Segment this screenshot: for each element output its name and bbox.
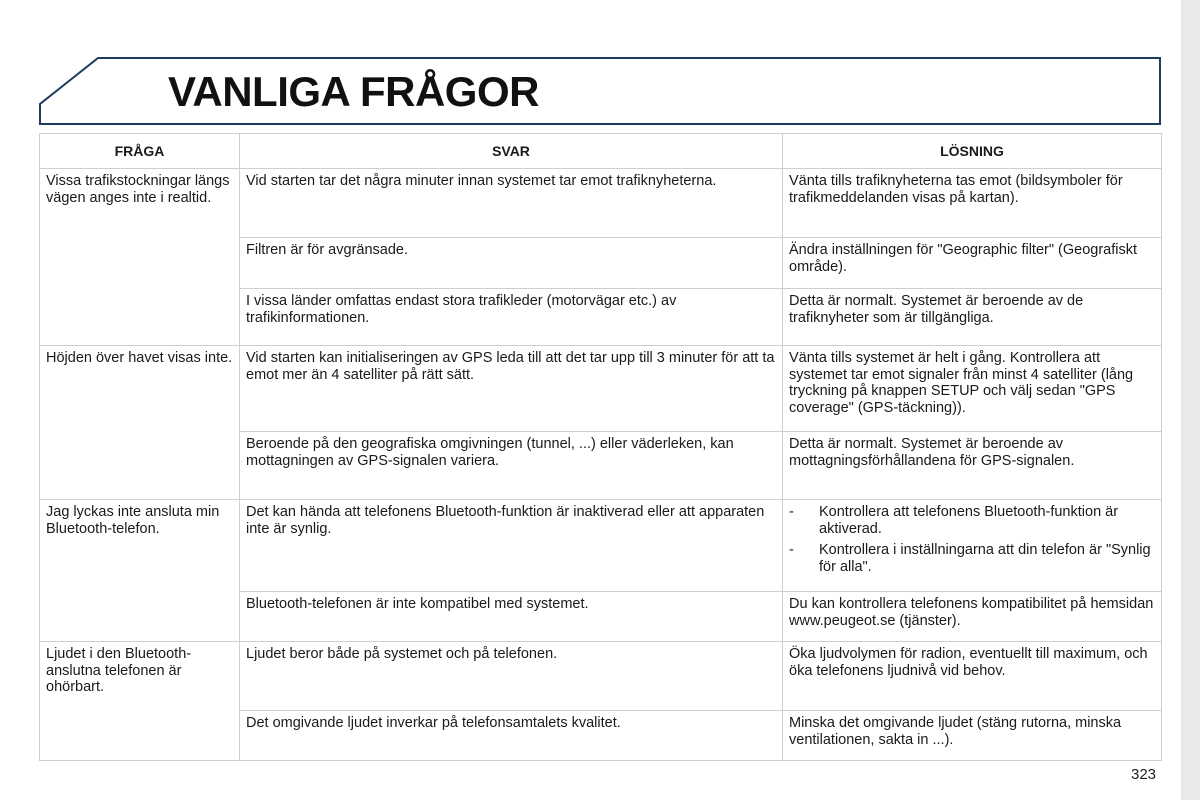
answer-cell: Bluetooth-telefonen är inte kompatibel med systemet.	[240, 592, 783, 642]
page-title: VANLIGA FRÅGOR	[168, 68, 539, 115]
solution-cell: Du kan kontrollera telefonens kompatibilitet på hemsidan www.peugeot.se (tjänster).	[783, 592, 1162, 642]
page-number: 323	[1131, 766, 1157, 783]
bullet-marker: -	[789, 542, 794, 558]
solution-cell: Vänta tills trafiknyheterna tas emot (bildsymboler för trafikmeddelanden visas på kartan).	[783, 169, 1162, 238]
question-cell: Höjden över havet visas inte.	[40, 346, 240, 500]
header-solution: LÖSNING	[783, 134, 1162, 169]
table-row	[40, 500, 1162, 592]
bullet-text: Kontrollera att telefonens Bluetooth-funktion är aktiverad.	[819, 504, 1119, 537]
answer-cell: I vissa länder omfattas endast stora trafikleder (motorvägar etc.) av trafikinformationen.	[240, 289, 783, 346]
table-row	[40, 642, 1162, 711]
table-row	[40, 346, 1162, 432]
header-question: FRÅGA	[40, 134, 240, 169]
bullet-marker: -	[789, 504, 794, 520]
answer-cell: Det kan hända att telefonens Bluetooth-funktion är inaktiverad eller att apparaten inte är synlig.	[240, 500, 783, 592]
bullet-text: Kontrollera i inställningarna att din telefon är "Synlig för alla".	[819, 542, 1151, 575]
solution-cell: Detta är normalt. Systemet är beroende av de trafiknyheter som är tillgängliga.	[783, 289, 1162, 346]
solution-cell: Öka ljudvolymen för radion, eventuellt till maximum, och öka telefonens ljudnivå vid behov.	[783, 642, 1162, 711]
faq-table	[39, 133, 1162, 761]
solution-bullet	[789, 504, 1155, 537]
table-header-row	[40, 134, 1162, 169]
solution-cell: Vänta tills systemet är helt i gång. Kontrollera att systemet tar emot signaler från minst 4 satelliter (lång tryckning på knappen SETUP och välj sedan "GPS coverage" (GPS-täckning)).	[783, 346, 1162, 432]
solution-cell: Minska det omgivande ljudet (stäng rutorna, minska ventilationen, sakta in ...).	[783, 711, 1162, 761]
question-cell: Jag lyckas inte ansluta min Bluetooth-telefon.	[40, 500, 240, 642]
header-answer: SVAR	[240, 134, 783, 169]
answer-cell: Beroende på den geografiska omgivningen (tunnel, ...) eller väderleken, kan mottagningen av GPS-signalen variera.	[240, 432, 783, 500]
answer-cell: Vid starten tar det några minuter innan systemet tar emot trafiknyheterna.	[240, 169, 783, 238]
answer-cell: Filtren är för avgränsade.	[240, 238, 783, 289]
answer-cell: Det omgivande ljudet inverkar på telefonsamtalets kvalitet.	[240, 711, 783, 761]
table-row	[40, 169, 1162, 238]
question-cell: Vissa trafikstockningar längs vägen anges inte i realtid.	[40, 169, 240, 346]
solution-bullet	[789, 542, 1155, 575]
solution-cell: Ändra inställningen för "Geographic filter" (Geografiskt område).	[783, 238, 1162, 289]
solution-cell	[783, 500, 1162, 592]
answer-cell: Vid starten kan initialiseringen av GPS leda till att det tar upp till 3 minuter för att ta emot mer än 4 satelliter på rätt sätt.	[240, 346, 783, 432]
answer-cell: Ljudet beror både på systemet och på telefonen.	[240, 642, 783, 711]
solution-cell: Detta är normalt. Systemet är beroende av mottagningsförhållandena för GPS-signalen.	[783, 432, 1162, 500]
question-cell: Ljudet i den Bluetooth-anslutna telefonen är ohörbart.	[40, 642, 240, 761]
